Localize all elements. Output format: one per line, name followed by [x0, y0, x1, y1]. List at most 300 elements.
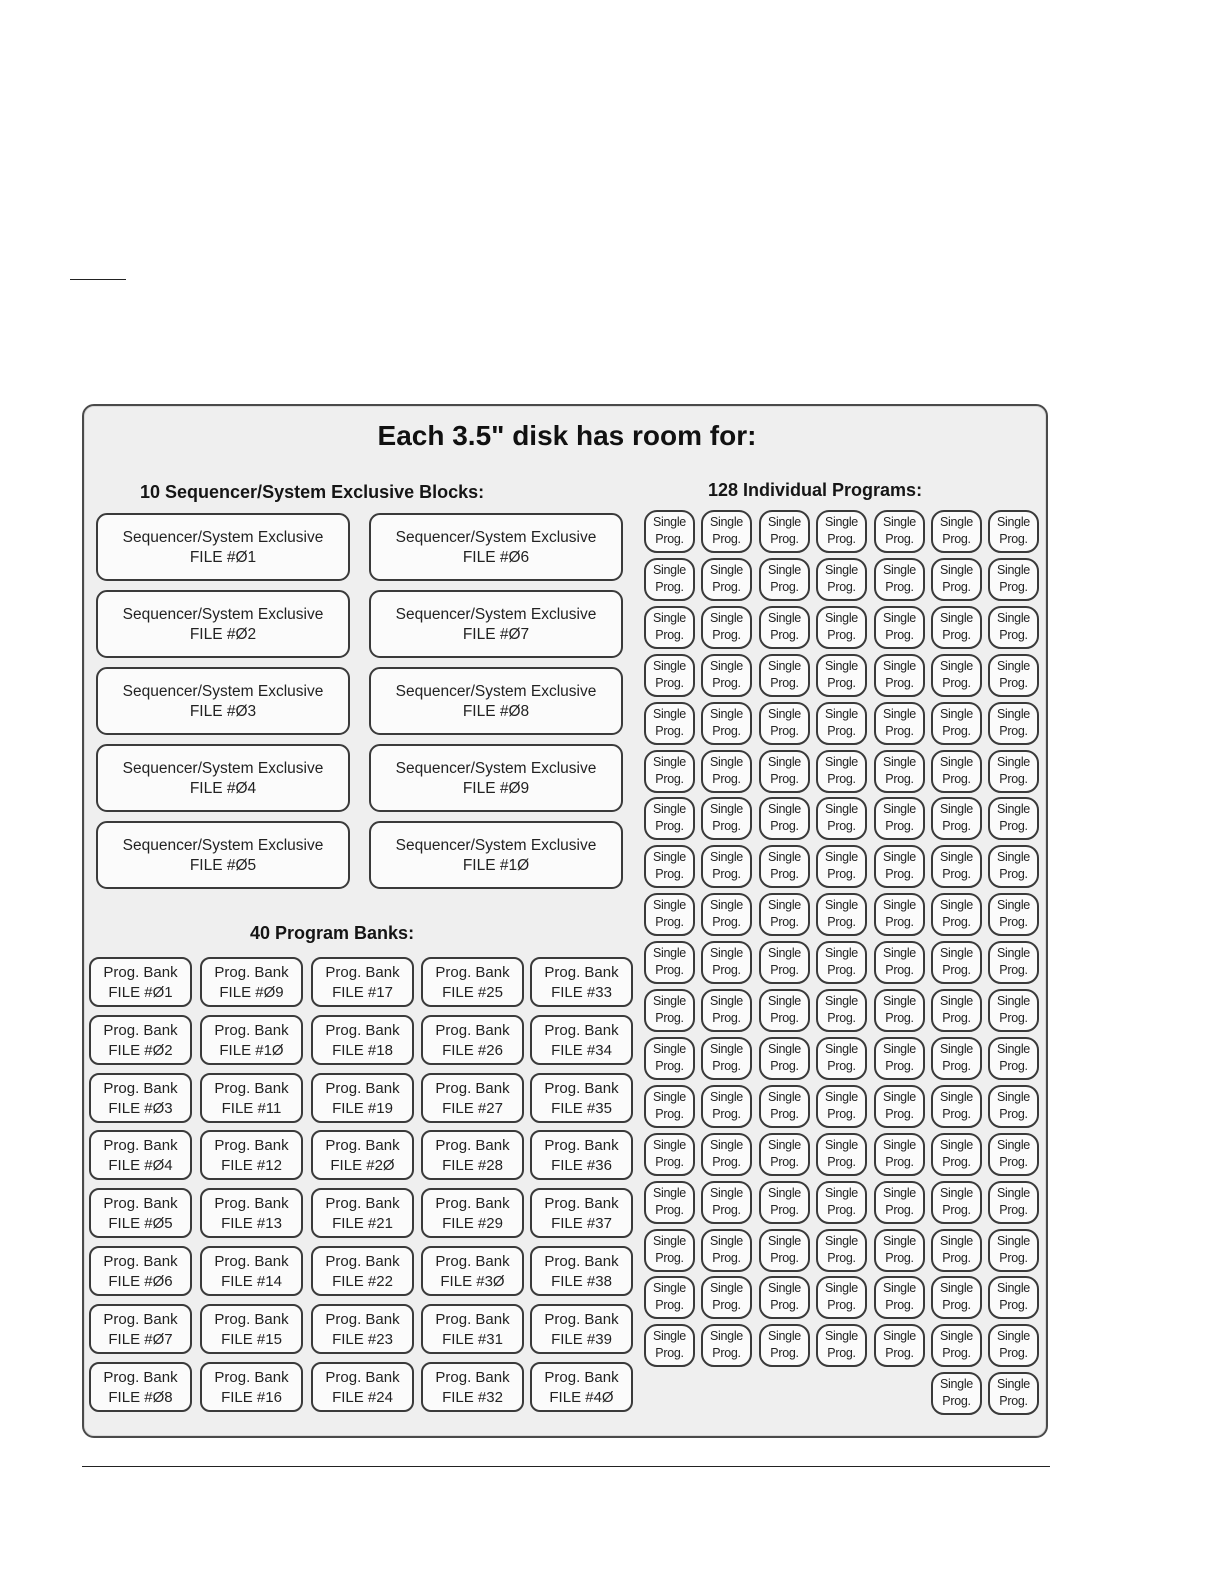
single-program-line1: Single — [883, 515, 916, 529]
single-program-line1: Single — [710, 994, 743, 1008]
banks-section-heading: 40 Program Banks: — [250, 923, 415, 943]
single-program-line1: Single — [653, 850, 686, 864]
single-program-line1: Single — [825, 898, 858, 912]
single-program-line2: Prog. — [885, 1155, 914, 1169]
single-program-line2: Prog. — [999, 580, 1028, 594]
sequencer-block-line2: FILE #Ø4 — [189, 780, 257, 797]
single-program-line2: Prog. — [712, 1011, 741, 1025]
single-program-line2: Prog. — [942, 676, 971, 690]
sequencer-block-line2: FILE #Ø1 — [189, 549, 257, 566]
sequencer-block — [96, 744, 350, 812]
single-program-line2: Prog. — [712, 867, 741, 881]
single-program-line1: Single — [997, 1234, 1030, 1248]
single-program-line1: Single — [940, 563, 973, 577]
program-bank-line1: Prog. Bank — [544, 1311, 619, 1328]
single-program — [759, 1324, 810, 1367]
single-program-line1: Single — [940, 1090, 973, 1104]
single-program — [644, 702, 695, 745]
single-program-line2: Prog. — [712, 772, 741, 786]
single-program-line2: Prog. — [942, 915, 971, 929]
single-program — [816, 702, 867, 745]
single-program-line1: Single — [825, 563, 858, 577]
single-program — [931, 1037, 982, 1080]
single-program-line2: Prog. — [999, 772, 1028, 786]
single-program-line2: Prog. — [827, 1203, 856, 1217]
single-program-line1: Single — [710, 850, 743, 864]
single-program-line2: Prog. — [999, 1346, 1028, 1360]
single-program — [759, 1181, 810, 1224]
single-program-line2: Prog. — [942, 724, 971, 738]
single-program-line1: Single — [883, 1138, 916, 1152]
single-program-line2: Prog. — [885, 532, 914, 546]
single-program — [931, 1133, 982, 1176]
single-program-line1: Single — [768, 1234, 801, 1248]
single-program — [701, 1037, 752, 1080]
single-program — [816, 1324, 867, 1367]
single-program — [644, 1037, 695, 1080]
single-program — [816, 893, 867, 936]
single-program-line1: Single — [997, 994, 1030, 1008]
program-bank — [311, 1073, 414, 1123]
program-bank — [421, 1246, 524, 1296]
sequencer-block-line1: Sequencer/System Exclusive — [122, 760, 324, 777]
single-program — [988, 750, 1039, 793]
single-program-line2: Prog. — [770, 1346, 799, 1360]
single-program — [701, 1229, 752, 1272]
single-program — [701, 654, 752, 697]
program-bank-line1: Prog. Bank — [435, 1311, 510, 1328]
single-program-line1: Single — [825, 1042, 858, 1056]
single-program-line1: Single — [883, 1234, 916, 1248]
single-program — [988, 1372, 1039, 1415]
single-program-line2: Prog. — [999, 1251, 1028, 1265]
single-program-line1: Single — [940, 659, 973, 673]
single-program-line1: Single — [997, 755, 1030, 769]
single-program-line1: Single — [768, 1281, 801, 1295]
single-program-line1: Single — [825, 850, 858, 864]
program-bank-line1: Prog. Bank — [214, 1369, 289, 1386]
single-program — [644, 558, 695, 601]
single-program-line2: Prog. — [770, 1059, 799, 1073]
single-program-line1: Single — [940, 1377, 973, 1391]
sequencer-block-line2: FILE #Ø9 — [462, 780, 530, 797]
single-program-line1: Single — [883, 611, 916, 625]
single-program — [701, 510, 752, 553]
sequencer-block — [96, 667, 350, 735]
single-program-line2: Prog. — [770, 1298, 799, 1312]
program-bank-line1: Prog. Bank — [214, 1311, 289, 1328]
single-program-line2: Prog. — [712, 1346, 741, 1360]
program-bank-line1: Prog. Bank — [325, 1253, 400, 1270]
single-program — [874, 989, 925, 1032]
program-bank-line2: FILE #33 — [551, 984, 612, 1001]
single-program-line2: Prog. — [655, 963, 684, 977]
program-bank-line1: Prog. Bank — [103, 1195, 178, 1212]
single-program — [874, 797, 925, 840]
single-program-line2: Prog. — [999, 1394, 1028, 1408]
single-program-line2: Prog. — [942, 963, 971, 977]
single-program-line1: Single — [768, 1042, 801, 1056]
single-program-line1: Single — [768, 659, 801, 673]
program-bank — [311, 1130, 414, 1180]
single-program-line2: Prog. — [827, 915, 856, 929]
single-program — [988, 1181, 1039, 1224]
program-bank — [89, 1015, 192, 1065]
single-program-line2: Prog. — [885, 724, 914, 738]
single-program-line1: Single — [997, 1329, 1030, 1343]
single-program-line2: Prog. — [885, 1203, 914, 1217]
program-bank — [89, 1130, 192, 1180]
single-program-line1: Single — [940, 1329, 973, 1343]
single-program-line1: Single — [940, 707, 973, 721]
single-program-line1: Single — [710, 802, 743, 816]
single-program-line2: Prog. — [999, 1107, 1028, 1121]
single-program-line2: Prog. — [999, 1011, 1028, 1025]
program-bank-line1: Prog. Bank — [544, 1253, 619, 1270]
single-program — [874, 1181, 925, 1224]
single-program-line2: Prog. — [827, 1155, 856, 1169]
single-program-line1: Single — [710, 898, 743, 912]
program-bank-line1: Prog. Bank — [435, 1137, 510, 1154]
single-program-line1: Single — [940, 515, 973, 529]
program-bank — [311, 1304, 414, 1354]
single-program-line2: Prog. — [655, 1251, 684, 1265]
program-bank-line1: Prog. Bank — [325, 1311, 400, 1328]
program-bank — [530, 1188, 633, 1238]
single-program — [816, 1181, 867, 1224]
program-bank-line2: FILE #22 — [332, 1273, 393, 1290]
single-program — [874, 845, 925, 888]
single-program — [988, 1133, 1039, 1176]
single-program-line1: Single — [653, 1281, 686, 1295]
single-program-line1: Single — [883, 1186, 916, 1200]
program-bank — [421, 1130, 524, 1180]
single-program-line1: Single — [653, 755, 686, 769]
single-program — [931, 750, 982, 793]
program-bank-line2: FILE #21 — [332, 1215, 393, 1232]
single-program-line2: Prog. — [770, 1155, 799, 1169]
single-program-line2: Prog. — [942, 1059, 971, 1073]
program-bank-line2: FILE #4Ø — [549, 1389, 614, 1406]
single-program-line2: Prog. — [942, 1155, 971, 1169]
single-program-line2: Prog. — [885, 915, 914, 929]
program-bank-line1: Prog. Bank — [103, 1080, 178, 1097]
single-program-line2: Prog. — [655, 724, 684, 738]
program-bank-line1: Prog. Bank — [544, 1137, 619, 1154]
single-program-line2: Prog. — [655, 1203, 684, 1217]
single-program-line1: Single — [883, 994, 916, 1008]
single-program-line1: Single — [710, 1234, 743, 1248]
single-program-line2: Prog. — [827, 772, 856, 786]
single-program — [816, 1229, 867, 1272]
single-program-line1: Single — [653, 707, 686, 721]
single-program — [988, 893, 1039, 936]
single-program — [816, 510, 867, 553]
single-program-line1: Single — [710, 1042, 743, 1056]
sequencer-block-line2: FILE #Ø7 — [462, 626, 530, 643]
single-program — [644, 1276, 695, 1319]
single-program — [759, 1085, 810, 1128]
program-bank — [311, 1362, 414, 1412]
program-bank-line2: FILE #38 — [551, 1273, 612, 1290]
sequencer-block-line2: FILE #Ø6 — [462, 549, 530, 566]
program-bank-line2: FILE #31 — [442, 1331, 503, 1348]
single-program-line2: Prog. — [712, 1059, 741, 1073]
single-program-line2: Prog. — [999, 1203, 1028, 1217]
program-bank-line2: FILE #Ø8 — [108, 1389, 173, 1406]
single-program-line1: Single — [940, 994, 973, 1008]
single-program — [874, 654, 925, 697]
single-program-line2: Prog. — [655, 915, 684, 929]
program-bank-line2: FILE #29 — [442, 1215, 503, 1232]
single-program — [931, 1324, 982, 1367]
sequencer-block-line2: FILE #Ø3 — [189, 703, 257, 720]
single-program — [874, 1085, 925, 1128]
single-program-line2: Prog. — [655, 1059, 684, 1073]
single-program-line2: Prog. — [999, 1059, 1028, 1073]
program-bank-line1: Prog. Bank — [325, 964, 400, 981]
single-program — [988, 1229, 1039, 1272]
single-program-line1: Single — [710, 611, 743, 625]
single-program — [988, 797, 1039, 840]
single-program-line2: Prog. — [827, 1011, 856, 1025]
program-bank-line2: FILE #32 — [442, 1389, 503, 1406]
single-program-line2: Prog. — [770, 580, 799, 594]
single-program-line1: Single — [883, 1042, 916, 1056]
program-bank-line1: Prog. Bank — [435, 1080, 510, 1097]
single-program — [874, 941, 925, 984]
single-program-line2: Prog. — [770, 628, 799, 642]
single-program-line1: Single — [710, 707, 743, 721]
single-program-line1: Single — [997, 850, 1030, 864]
single-program — [931, 845, 982, 888]
single-program-line2: Prog. — [942, 1011, 971, 1025]
single-program — [816, 797, 867, 840]
single-program-line1: Single — [997, 1377, 1030, 1391]
single-program — [759, 1133, 810, 1176]
single-program-line1: Single — [997, 563, 1030, 577]
program-bank-line2: FILE #Ø3 — [108, 1100, 173, 1117]
top-rule — [70, 279, 126, 280]
program-bank-line1: Prog. Bank — [103, 1311, 178, 1328]
program-bank — [311, 1246, 414, 1296]
single-program-line2: Prog. — [999, 628, 1028, 642]
single-program-line1: Single — [653, 1138, 686, 1152]
single-program-line2: Prog. — [712, 1298, 741, 1312]
sequencer-block-line1: Sequencer/System Exclusive — [122, 529, 324, 546]
sequencer-block-line1: Sequencer/System Exclusive — [395, 760, 597, 777]
program-bank-line2: FILE #1Ø — [219, 1042, 284, 1059]
single-program-line1: Single — [883, 1281, 916, 1295]
single-program-line1: Single — [883, 659, 916, 673]
sequencer-block-line1: Sequencer/System Exclusive — [395, 529, 597, 546]
single-program-line1: Single — [768, 802, 801, 816]
single-program — [759, 750, 810, 793]
single-program — [644, 654, 695, 697]
program-bank-line2: FILE #16 — [221, 1389, 282, 1406]
single-program — [816, 1133, 867, 1176]
single-program-line2: Prog. — [712, 532, 741, 546]
single-program-line1: Single — [653, 515, 686, 529]
program-bank — [200, 1073, 303, 1123]
single-program-line2: Prog. — [827, 676, 856, 690]
single-program — [931, 654, 982, 697]
program-bank-line1: Prog. Bank — [435, 1195, 510, 1212]
single-program-line1: Single — [940, 850, 973, 864]
single-program-line1: Single — [710, 946, 743, 960]
single-program — [644, 941, 695, 984]
single-program-line1: Single — [825, 755, 858, 769]
single-program-line1: Single — [768, 994, 801, 1008]
program-bank-line2: FILE #35 — [551, 1100, 612, 1117]
single-program-line1: Single — [997, 1281, 1030, 1295]
single-program-line1: Single — [825, 994, 858, 1008]
program-bank — [89, 1362, 192, 1412]
program-bank — [530, 1073, 633, 1123]
single-program — [988, 1037, 1039, 1080]
single-program-line2: Prog. — [827, 963, 856, 977]
sequencer-block-line1: Sequencer/System Exclusive — [122, 683, 324, 700]
program-bank-line2: FILE #Ø4 — [108, 1157, 173, 1174]
single-program-line1: Single — [997, 946, 1030, 960]
single-program-line2: Prog. — [770, 1011, 799, 1025]
sequencer-block — [369, 590, 623, 658]
single-program-line1: Single — [997, 1042, 1030, 1056]
single-program-line1: Single — [768, 611, 801, 625]
single-program-line1: Single — [653, 659, 686, 673]
single-program — [759, 558, 810, 601]
single-program-line2: Prog. — [655, 1107, 684, 1121]
single-program-line2: Prog. — [999, 915, 1028, 929]
single-program-line2: Prog. — [999, 1155, 1028, 1169]
single-program-line1: Single — [997, 707, 1030, 721]
single-program-line2: Prog. — [827, 1251, 856, 1265]
program-bank-line2: FILE #3Ø — [440, 1273, 505, 1290]
single-program-line2: Prog. — [655, 628, 684, 642]
single-program-line2: Prog. — [885, 676, 914, 690]
single-program-line2: Prog. — [712, 724, 741, 738]
single-program — [931, 702, 982, 745]
program-bank — [200, 957, 303, 1007]
sequencer-block-line1: Sequencer/System Exclusive — [395, 837, 597, 854]
program-bank — [421, 1188, 524, 1238]
single-program-line2: Prog. — [885, 580, 914, 594]
single-program-line1: Single — [940, 946, 973, 960]
single-program — [701, 1324, 752, 1367]
program-bank-line1: Prog. Bank — [214, 1137, 289, 1154]
program-bank — [530, 1362, 633, 1412]
single-program-line2: Prog. — [942, 867, 971, 881]
program-bank-line2: FILE #18 — [332, 1042, 393, 1059]
single-program-line2: Prog. — [999, 724, 1028, 738]
single-program-line1: Single — [883, 1090, 916, 1104]
single-program-line1: Single — [825, 1138, 858, 1152]
single-program-line1: Single — [710, 659, 743, 673]
single-program-line1: Single — [710, 1138, 743, 1152]
single-program-line2: Prog. — [942, 628, 971, 642]
single-program-line1: Single — [710, 563, 743, 577]
single-program-line2: Prog. — [712, 676, 741, 690]
single-program-line1: Single — [883, 707, 916, 721]
single-program — [931, 558, 982, 601]
program-bank-line2: FILE #2Ø — [330, 1157, 395, 1174]
single-program-line1: Single — [940, 1138, 973, 1152]
single-program-line1: Single — [653, 994, 686, 1008]
single-program — [701, 893, 752, 936]
program-bank-line1: Prog. Bank — [435, 1253, 510, 1270]
single-program-line1: Single — [883, 850, 916, 864]
single-program-line1: Single — [997, 1186, 1030, 1200]
single-program-line1: Single — [997, 898, 1030, 912]
single-program-line1: Single — [940, 755, 973, 769]
single-program — [816, 1276, 867, 1319]
single-program-line2: Prog. — [655, 676, 684, 690]
sequencer-block — [369, 513, 623, 581]
single-program-line1: Single — [653, 898, 686, 912]
single-program-line1: Single — [768, 1329, 801, 1343]
single-program — [931, 1229, 982, 1272]
single-program — [931, 606, 982, 649]
program-bank — [200, 1188, 303, 1238]
single-program-line1: Single — [710, 515, 743, 529]
single-program — [644, 989, 695, 1032]
single-program-line1: Single — [825, 802, 858, 816]
single-program — [988, 989, 1039, 1032]
single-program — [816, 1037, 867, 1080]
single-program — [931, 1085, 982, 1128]
single-program — [988, 606, 1039, 649]
single-program-line1: Single — [940, 1234, 973, 1248]
single-program — [644, 1133, 695, 1176]
single-program-line2: Prog. — [770, 676, 799, 690]
single-program-line2: Prog. — [885, 867, 914, 881]
single-program — [931, 1181, 982, 1224]
single-program-line1: Single — [825, 1186, 858, 1200]
single-program-line1: Single — [940, 1281, 973, 1295]
single-program-line1: Single — [825, 1329, 858, 1343]
single-program — [644, 1324, 695, 1367]
single-program-line1: Single — [825, 1234, 858, 1248]
programs-section-heading: 128 Individual Programs: — [708, 480, 923, 500]
panel-title: Each 3.5" disk has room for: — [377, 420, 757, 451]
single-program — [931, 1276, 982, 1319]
single-program — [701, 1276, 752, 1319]
single-program-line2: Prog. — [885, 1346, 914, 1360]
single-program-line1: Single — [710, 755, 743, 769]
program-bank-line2: FILE #11 — [221, 1100, 282, 1117]
program-bank-line2: FILE #12 — [221, 1157, 282, 1174]
single-program — [701, 606, 752, 649]
single-program-line2: Prog. — [942, 819, 971, 833]
single-program — [759, 1276, 810, 1319]
single-program — [874, 702, 925, 745]
sequencer-block-line2: FILE #Ø8 — [462, 703, 530, 720]
single-program-line1: Single — [997, 1138, 1030, 1152]
single-program-line1: Single — [710, 1329, 743, 1343]
sequencer-block-line1: Sequencer/System Exclusive — [122, 606, 324, 623]
single-program-line1: Single — [883, 802, 916, 816]
program-bank — [200, 1246, 303, 1296]
single-program — [701, 702, 752, 745]
single-program-line2: Prog. — [770, 1203, 799, 1217]
program-bank-line2: FILE #Ø9 — [219, 984, 284, 1001]
program-bank-line1: Prog. Bank — [325, 1137, 400, 1154]
program-bank-line2: FILE #25 — [442, 984, 503, 1001]
single-program — [644, 510, 695, 553]
single-program-line2: Prog. — [770, 915, 799, 929]
single-program-line1: Single — [768, 1186, 801, 1200]
program-bank — [421, 1304, 524, 1354]
